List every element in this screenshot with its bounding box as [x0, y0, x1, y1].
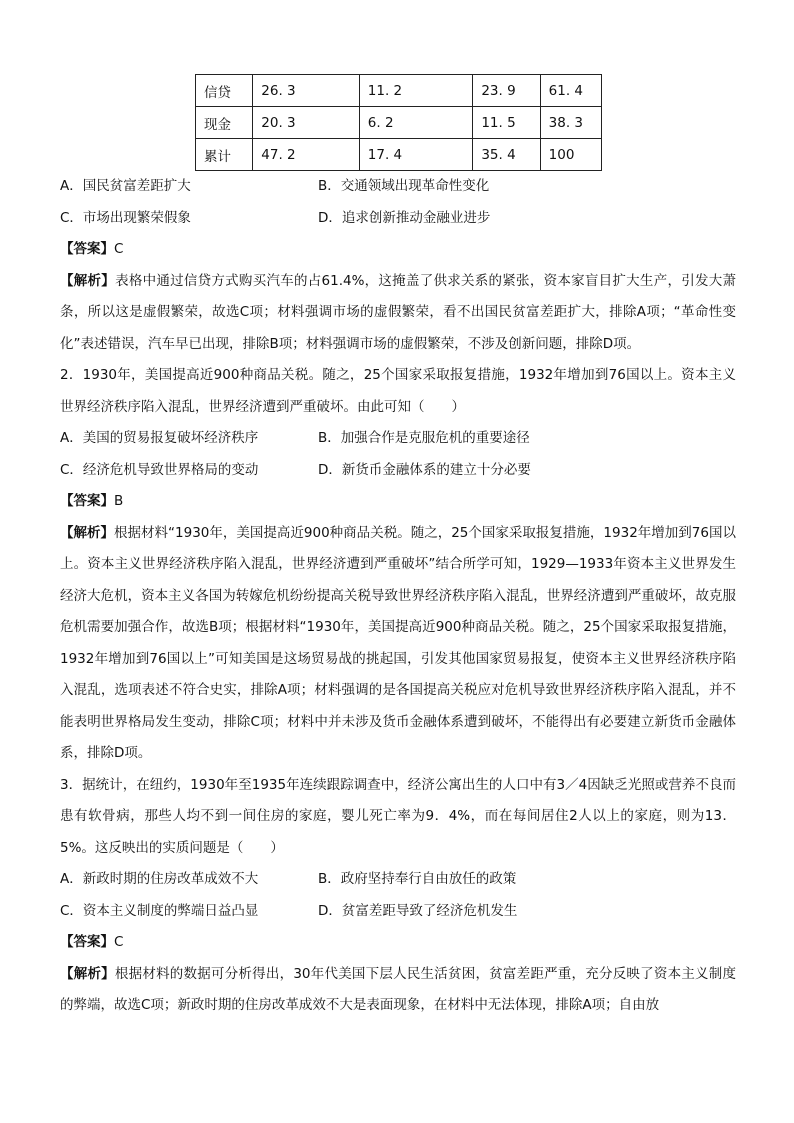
q1-option-b: B．交通领域出现革命性变化 [318, 178, 490, 194]
table-row [196, 75, 602, 107]
answer-tag: 【答案】 [60, 493, 114, 509]
answer-tag: 【答案】 [60, 934, 114, 950]
table-cell: 26. 3 [253, 75, 360, 107]
table-cell: 100 [540, 139, 601, 171]
q2-answer [60, 486, 736, 518]
q1-options-row-1 [60, 171, 736, 203]
q3-option-c: C．资本主义制度的弊端日益凸显 [60, 902, 259, 919]
answer-value: C [114, 241, 124, 257]
table-cell: 61. 4 [540, 75, 601, 107]
q1-option-c: C．市场出现繁荣假象 [60, 209, 191, 226]
analysis-text: 根据材料的数据可分析得出，30年代美国下层人民生活贫困，贫富差距严重，充分反映了资本主义制度的弊端，故选C项；新政时期的住房改革成效不大是表面现象，在材料中无法体现，排除A项；自由放 [60, 965, 736, 1013]
document-page [60, 74, 736, 1022]
row-label: 累计 [196, 139, 253, 171]
table-cell: 11. 5 [473, 107, 540, 139]
table-cell: 47. 2 [253, 139, 360, 171]
analysis-tag: 【解析】 [60, 272, 116, 289]
row-label: 现金 [196, 107, 253, 139]
q1-options-row-2 [60, 203, 736, 235]
payment-table [195, 74, 602, 171]
q1-option-a: A．国民贫富差距扩大 [60, 178, 191, 194]
q2-analysis [60, 518, 736, 770]
analysis-text: 表格中通过信贷方式购买汽车的占61.4%，这掩盖了供求关系的紧张，资本家盲目扩大生产，引发大萧条，所以这是虚假繁荣，故选C项；材料强调市场的虚假繁荣，看不出国民贫富差距扩大，排除A项；“革命性变化”表述错误，汽车早已出现，排除B项；材料强调市场的虚假繁荣，不涉及创新问题，排除D项。 [60, 272, 737, 352]
table-cell: 11. 2 [359, 75, 473, 107]
q3-option-a: A．新政时期的住房改革成效不大 [60, 871, 259, 887]
q2-option-d: D．新货币金融体系的建立十分必要 [318, 461, 531, 478]
q1-option-d: D．追求创新推动金融业进步 [318, 209, 491, 226]
q2-option-c: C．经济危机导致世界格局的变动 [60, 461, 259, 478]
q1-analysis [60, 266, 736, 361]
table-cell: 23. 9 [473, 75, 540, 107]
q2-options-row-2 [60, 455, 736, 487]
q3-analysis [60, 959, 736, 1022]
q2-stem: 2．1930年，美国提高近900种商品关税。随之，25个国家采取报复措施，1932年增加到76国以上。资本主义世界经济秩序陷入混乱，世界经济遭到严重破坏。由此可知（ ） [60, 367, 736, 415]
q3-answer [60, 927, 736, 959]
table-cell: 17. 4 [359, 139, 473, 171]
q3-option-b: B．政府坚持奉行自由放任的政策 [318, 871, 517, 887]
table-cell: 35. 4 [473, 139, 540, 171]
table-cell: 6. 2 [359, 107, 473, 139]
q2-option-b: B．加强合作是克服危机的重要途径 [318, 430, 530, 446]
analysis-tag: 【解析】 [60, 965, 115, 982]
analysis-tag: 【解析】 [60, 524, 115, 541]
q2-options-row-1 [60, 423, 736, 455]
q2-option-a: A．美国的贸易报复破坏经济秩序 [60, 430, 259, 446]
answer-value: C [114, 934, 124, 950]
analysis-text: 根据材料“1930年，美国提高近900种商品关税。随之，25个国家采取报复措施，1932年增加到76国以上。资本主义世界经济秩序陷入混乱，世界经济遭到严重破坏”结合所学可知，1929—1933年资本主义世界发生经济大危机，资本主义各国为转嫁危机纷纷提高关税导致世界经济秩序陷入混乱，世界经济遭到严重破坏，故克服危机需要加强合作，故选B项；根据材料“1930年，美国提高近900种商品关税。随之，25个国家采取报复措施，1932年增加到76国以上”可知美国是这场贸易战的挑起国，引发其他国家贸易报复，使资本主义世界经济秩序陷入混乱，选项表述不符合史实，排除A项；材料强调的是各国提高关税应对危机导致世界经济秩序陷入混乱，并不能表明世界格局发生变动，排除C项；材料中并未涉及货币金融体系遭到破坏，不能得出有必要建立新货币金融体系，排除D项。 [60, 524, 736, 761]
row-label: 信贷 [196, 75, 253, 107]
table-row [196, 139, 602, 171]
q1-answer [60, 234, 736, 266]
table-row [196, 107, 602, 139]
table-cell: 38. 3 [540, 107, 601, 139]
q3-options-row-1 [60, 864, 736, 896]
table-cell: 20. 3 [253, 107, 360, 139]
answer-tag: 【答案】 [60, 241, 114, 257]
q3-options-row-2 [60, 896, 736, 928]
answer-value: B [114, 493, 124, 509]
q3-option-d: D．贫富差距导致了经济危机发生 [318, 902, 518, 919]
q3-stem: 3．据统计，在纽约，1930年至1935年连续跟踪调查中，经济公寓出生的人口中有3／4因缺乏光照或营养不良而患有软骨病，那些人均不到一间住房的家庭，婴儿死亡率为9．4%，而在每间居住2人以上的家庭，则为13．5%。这反映出的实质问题是（ ） [60, 776, 736, 856]
